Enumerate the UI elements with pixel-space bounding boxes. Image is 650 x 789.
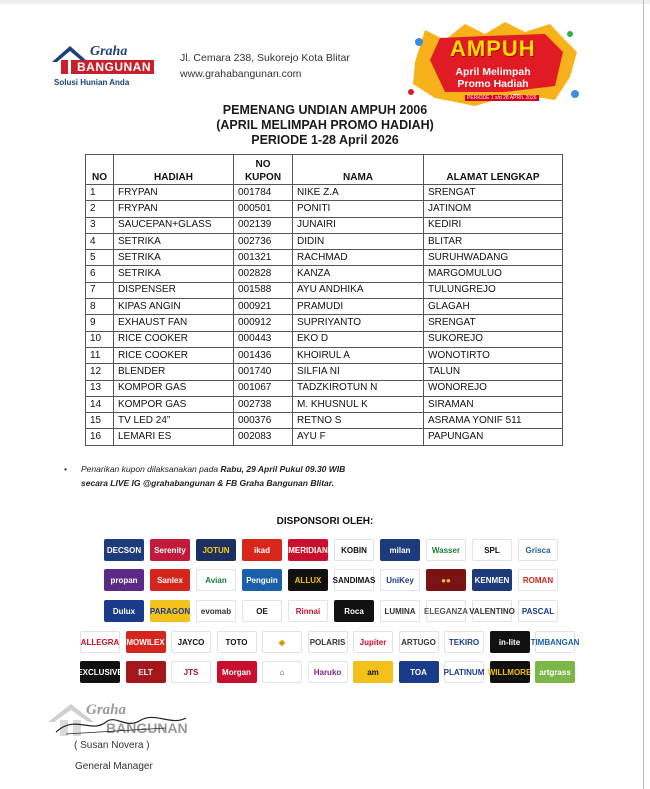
table-row <box>86 233 563 249</box>
cell-kupon: 002738 <box>234 396 293 412</box>
document-title <box>0 103 650 148</box>
cell-nama: AYU ANDHIKA <box>293 282 424 298</box>
sponsor-logo: JTS <box>171 661 211 683</box>
logo-tagline: Solusi Hunian Anda <box>54 78 130 87</box>
signature-watermark-bottom: BANGUNAN <box>106 720 188 736</box>
cell-alamat: SIRAMAN <box>424 396 563 412</box>
sponsor-logo: ⌂ <box>262 661 302 683</box>
table-row <box>86 380 563 396</box>
cell-no: 7 <box>86 282 114 298</box>
cell-alamat: GLAGAH <box>424 299 563 315</box>
sponsor-logo: PARAGON <box>150 600 190 622</box>
cell-no: 16 <box>86 429 114 445</box>
table-header-row <box>86 155 563 185</box>
winners-table-body <box>86 185 563 446</box>
cell-nama: DIDIN <box>293 233 424 249</box>
sponsor-logo: WILLMORE <box>490 661 530 683</box>
cell-nama: TADZKIROTUN N <box>293 380 424 396</box>
cell-no: 13 <box>86 380 114 396</box>
cell-no: 14 <box>86 396 114 412</box>
sponsor-logo: TIMBANGAN <box>535 631 575 653</box>
cell-no: 2 <box>86 201 114 217</box>
sponsor-logo: ARTUGO <box>399 631 439 653</box>
cell-hadiah: KOMPOR GAS <box>114 396 234 412</box>
cell-hadiah: RICE COOKER <box>114 331 234 347</box>
sponsor-logo: ●● <box>426 569 466 591</box>
sponsor-logo: ALLUX <box>288 569 328 591</box>
sponsor-logo: evomab <box>196 600 236 622</box>
cell-hadiah: DISPENSER <box>114 282 234 298</box>
cell-nama: RETNO S <box>293 413 424 429</box>
cell-hadiah: BLENDER <box>114 364 234 380</box>
cell-alamat: SURUHWADANG <box>424 250 563 266</box>
cell-alamat: SRENGAT <box>424 185 563 201</box>
sponsor-logo: UniKey <box>380 569 420 591</box>
table-row <box>86 299 563 315</box>
address-website: www.grahabangunan.com <box>180 68 302 80</box>
cell-kupon: 000501 <box>234 201 293 217</box>
promo-subtitle-line2: Promo Hadiah <box>457 78 529 90</box>
cell-alamat: JATINOM <box>424 201 563 217</box>
cell-kupon: 002828 <box>234 266 293 282</box>
cell-kupon: 001588 <box>234 282 293 298</box>
sponsor-logo: PLATINUM <box>444 661 484 683</box>
sponsor-logo: KOBIN <box>334 539 374 561</box>
cell-nama: PRAMUDI <box>293 299 424 315</box>
cell-no: 11 <box>86 347 114 363</box>
header-no: NO <box>86 155 114 185</box>
cell-nama: EKO D <box>293 331 424 347</box>
cell-alamat: WONOREJO <box>424 380 563 396</box>
cell-nama: PONITI <box>293 201 424 217</box>
sponsor-logo: Serenity <box>150 539 190 561</box>
cell-no: 1 <box>86 185 114 201</box>
cell-no: 3 <box>86 217 114 233</box>
sponsor-logo: Haruko <box>308 661 348 683</box>
signature-block <box>46 700 196 760</box>
page-top-edge <box>0 0 650 4</box>
sponsor-logo: OE <box>242 600 282 622</box>
sponsor-logo: MERIDIAN <box>288 539 328 561</box>
sponsor-logo: ELEGANZA <box>426 600 466 622</box>
cell-kupon: 000376 <box>234 413 293 429</box>
cell-alamat: PAPUNGAN <box>424 429 563 445</box>
cell-hadiah: SETRIKA <box>114 233 234 249</box>
signatory-role: General Manager <box>75 761 153 772</box>
table-row <box>86 250 563 266</box>
handwritten-signature <box>46 704 196 744</box>
note-line2-text: secara LIVE IG @grahabangunan & FB Graha Bangunan Blitar. <box>81 478 334 488</box>
sponsor-logo: SPL <box>472 539 512 561</box>
cell-alamat: TULUNGREJO <box>424 282 563 298</box>
winners-table <box>85 154 563 446</box>
sponsor-logo: TEKIRO <box>444 631 484 653</box>
sponsor-logo: LUMINA <box>380 600 420 622</box>
cell-nama: M. KHUSNUL K <box>293 396 424 412</box>
cell-no: 15 <box>86 413 114 429</box>
sponsor-logo: TOA <box>399 661 439 683</box>
cell-no: 8 <box>86 299 114 315</box>
table-row <box>86 396 563 412</box>
sponsor-logo: propan <box>104 569 144 591</box>
note-line2 <box>81 476 334 490</box>
cell-nama: NIKE Z.A <box>293 185 424 201</box>
cell-nama: SILFIA NI <box>293 364 424 380</box>
sponsor-logo: KENMEN <box>472 569 512 591</box>
title-line2: (APRIL MELIMPAH PROMO HADIAH) <box>216 118 434 132</box>
sponsor-logo: am <box>353 661 393 683</box>
sponsor-logo: DECSON <box>104 539 144 561</box>
cell-hadiah: KIPAS ANGIN <box>114 299 234 315</box>
promo-subtitle-line1: April Melimpah <box>455 66 531 78</box>
sponsor-logo: MOWILEX <box>126 631 166 653</box>
promo-title: AMPUH <box>450 36 536 61</box>
cell-hadiah: TV LED 24” <box>114 413 234 429</box>
sponsor-logo: PASCAL <box>518 600 558 622</box>
cell-nama: AYU F <box>293 429 424 445</box>
table-row <box>86 364 563 380</box>
cell-nama: RACHMAD <box>293 250 424 266</box>
cell-kupon: 000921 <box>234 299 293 315</box>
cell-no: 6 <box>86 266 114 282</box>
table-row <box>86 413 563 429</box>
cell-hadiah: EXHAUST FAN <box>114 315 234 331</box>
logo-brand-bottom: BANGUNAN <box>74 60 154 74</box>
cell-alamat: MARGOMULUO <box>424 266 563 282</box>
title-line1: PEMENANG UNDIAN AMPUH 2006 <box>222 103 428 117</box>
cell-nama: JUNAIRI <box>293 217 424 233</box>
cell-kupon: 002139 <box>234 217 293 233</box>
cell-alamat: WONOTIRTO <box>424 347 563 363</box>
signature-watermark-top: Graha <box>86 702 127 718</box>
cell-hadiah: SAUCEPAN+GLASS <box>114 217 234 233</box>
cell-hadiah: FRYPAN <box>114 201 234 217</box>
sponsor-logo: ELT <box>126 661 166 683</box>
sponsor-logo: TOTO <box>217 631 257 653</box>
header-alamat: ALAMAT LENGKAP <box>424 155 563 185</box>
cell-kupon: 001067 <box>234 380 293 396</box>
cell-kupon: 001784 <box>234 185 293 201</box>
sponsor-logo: JAYCO <box>171 631 211 653</box>
cell-no: 12 <box>86 364 114 380</box>
table-row <box>86 217 563 233</box>
cell-hadiah: LEMARI ES <box>114 429 234 445</box>
company-logo <box>50 38 160 93</box>
sponsor-logo: ALLEGRA <box>80 631 120 653</box>
cell-kupon: 000443 <box>234 331 293 347</box>
table-row <box>86 185 563 201</box>
cell-alamat: TALUN <box>424 364 563 380</box>
promo-subtitle <box>433 66 553 90</box>
promo-period: PERIODE 1 s/d 28 APRIL 2026 <box>467 95 537 101</box>
table-row <box>86 347 563 363</box>
sponsor-logo: ROMAN <box>518 569 558 591</box>
table-row <box>86 315 563 331</box>
cell-kupon: 001321 <box>234 250 293 266</box>
sponsor-logo: Roca <box>334 600 374 622</box>
sponsor-logo: Jupiter <box>353 631 393 653</box>
cell-hadiah: RICE COOKER <box>114 347 234 363</box>
address-street: Jl. Cemara 238, Sukorejo Kota Blitar <box>180 52 350 64</box>
cell-nama: KANZA <box>293 266 424 282</box>
cell-kupon: 002736 <box>234 233 293 249</box>
sponsor-logo: Penguin <box>242 569 282 591</box>
cell-no: 9 <box>86 315 114 331</box>
note-bullet: • <box>64 464 67 474</box>
sponsor-heading: DISPONSORI OLEH: <box>276 516 374 527</box>
sponsor-logo: ikad <box>242 539 282 561</box>
note-line1-text: Penarikan kupon dilaksanakan pada <box>81 464 221 474</box>
promo-badge <box>405 22 580 107</box>
cell-kupon: 000912 <box>234 315 293 331</box>
company-address <box>180 50 350 82</box>
sponsor-logo: POLARIS <box>308 631 348 653</box>
cell-hadiah: SETRIKA <box>114 250 234 266</box>
sponsor-logo: ◆ <box>262 631 302 653</box>
cell-nama: KHOIRUL A <box>293 347 424 363</box>
cell-alamat: BLITAR <box>424 233 563 249</box>
cell-kupon: 001740 <box>234 364 293 380</box>
cell-no: 5 <box>86 250 114 266</box>
cell-no: 4 <box>86 233 114 249</box>
sponsor-logo: EXCLUSIVE <box>80 661 120 683</box>
sponsor-logo: Grisca <box>518 539 558 561</box>
cell-kupon: 001436 <box>234 347 293 363</box>
sponsor-logo: Avian <box>196 569 236 591</box>
cell-hadiah: FRYPAN <box>114 185 234 201</box>
table-row <box>86 201 563 217</box>
note-line1-date: Rabu, 29 April Pukul 09.30 WIB <box>220 464 346 474</box>
sponsor-logo: Sanlex <box>150 569 190 591</box>
sponsor-logo: artgrass <box>535 661 575 683</box>
cell-alamat: SRENGAT <box>424 315 563 331</box>
cell-nama: SUPRIYANTO <box>293 315 424 331</box>
sponsor-logo: Wasser <box>426 539 466 561</box>
sponsor-logo: VALENTINO <box>472 600 512 622</box>
table-row <box>86 429 563 445</box>
cell-alamat: ASRAMA YONIF 511 <box>424 413 563 429</box>
cell-hadiah: SETRIKA <box>114 266 234 282</box>
note-line1 <box>81 462 345 476</box>
header-hadiah: HADIAH <box>114 155 234 185</box>
sponsor-logo: JOTUN <box>196 539 236 561</box>
table-row <box>86 266 563 282</box>
table-row <box>86 331 563 347</box>
cell-kupon: 002083 <box>234 429 293 445</box>
signatory-name: ( Susan Novera ) <box>74 740 150 751</box>
sponsor-logo: in-lite <box>490 631 530 653</box>
cell-alamat: SUKOREJO <box>424 331 563 347</box>
sponsor-logo: Dulux <box>104 600 144 622</box>
sponsor-logo: milan <box>380 539 420 561</box>
cell-no: 10 <box>86 331 114 347</box>
cell-alamat: KEDIRI <box>424 217 563 233</box>
title-line3: PERIODE 1-28 April 2026 <box>251 133 399 147</box>
sponsor-logo: Rinnai <box>288 600 328 622</box>
header-nama: NAMA <box>293 155 424 185</box>
cell-hadiah: KOMPOR GAS <box>114 380 234 396</box>
sponsor-logo: SANDIMAS <box>334 569 374 591</box>
logo-brand-top: Graha <box>90 44 128 59</box>
table-row <box>86 282 563 298</box>
sponsor-logo: Morgan <box>217 661 257 683</box>
header-kupon: NO KUPON <box>234 155 293 185</box>
